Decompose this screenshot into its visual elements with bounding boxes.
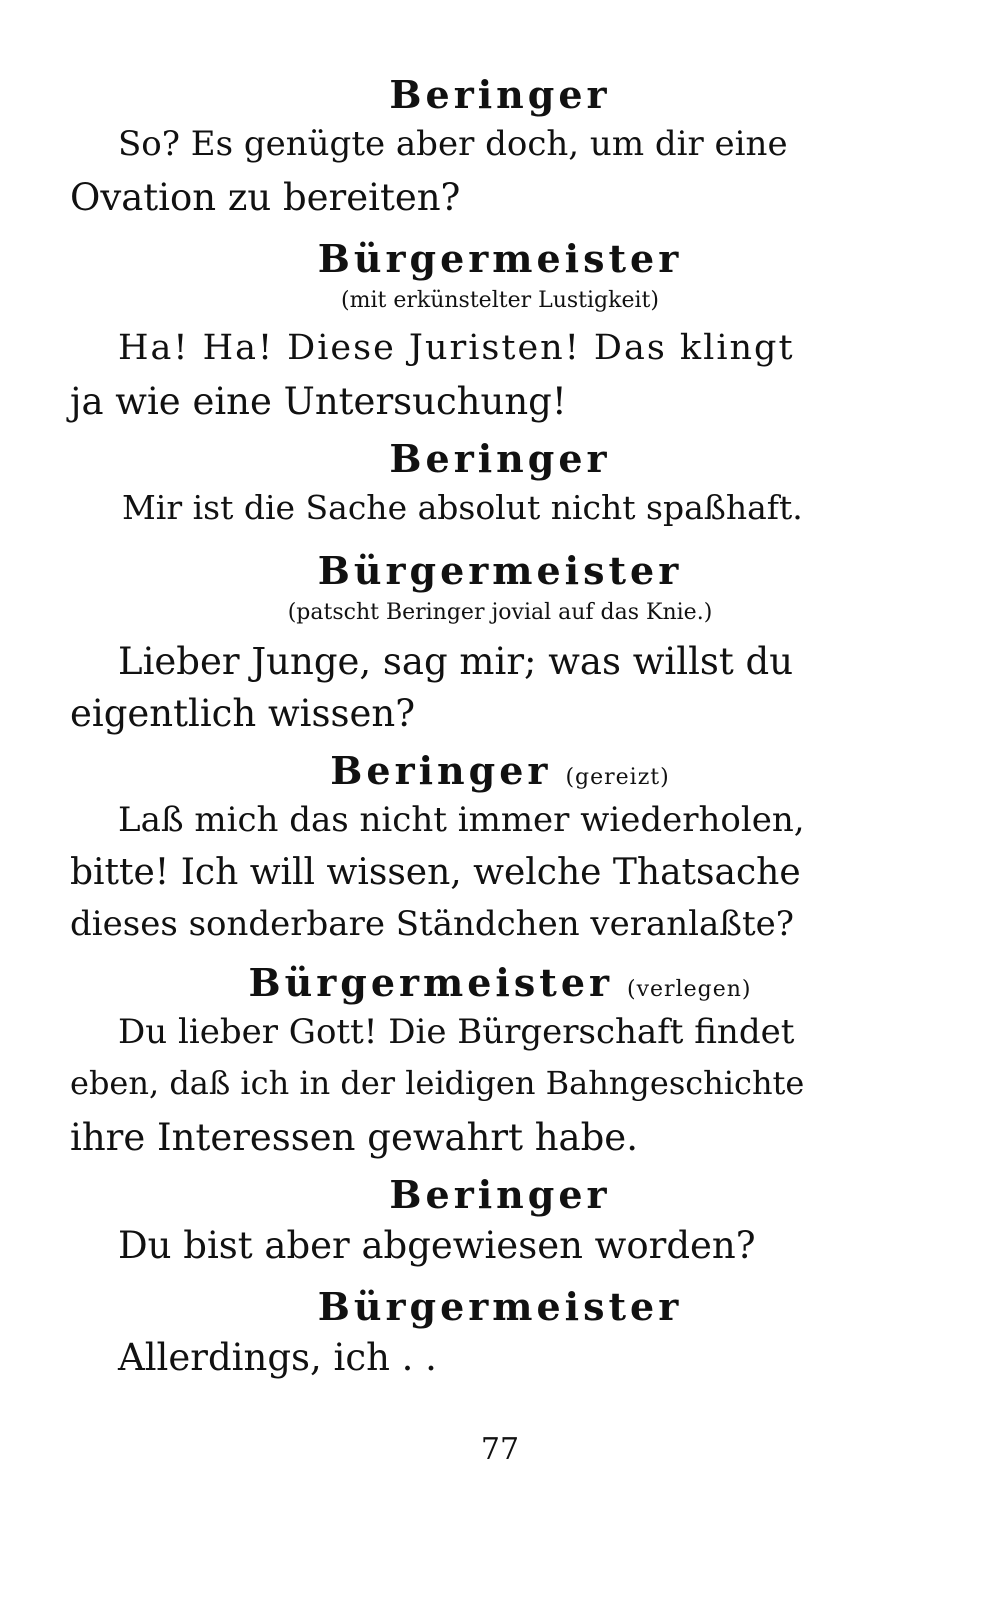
dialogue-line: eigentlich wissen? <box>70 692 416 735</box>
dialogue-line: ihre Interessen gewahrt habe. <box>70 1116 638 1159</box>
dialogue-line: ja wie eine Untersuchung! <box>70 380 567 423</box>
speaker-name: Bürgermeister <box>317 1284 683 1329</box>
page-number: 77 <box>480 1432 520 1467</box>
speaker-name: Beringer <box>330 748 552 793</box>
dialogue-line: dieses sonderbare Ständchen veranlaßte? <box>70 904 795 944</box>
dialogue-line: Allerdings, ich . . <box>118 1336 437 1379</box>
speaker-name: Bürgermeister <box>317 548 683 593</box>
stage-direction: (verlegen) <box>627 977 752 1002</box>
speaker-heading <box>0 748 1000 793</box>
speaker-name: Bürgermeister <box>248 960 614 1005</box>
dialogue-line: Du lieber Gott! Die Bürgerschaft findet <box>118 1012 795 1052</box>
dialogue-line <box>118 124 802 164</box>
dialogue-line: eben, daß ich in der leidigen Bahngeschichte <box>70 1064 805 1102</box>
speaker-name: Beringer <box>389 72 611 117</box>
dialogue-line: Mir ist die Sache absolut nicht spaßhaft. <box>122 488 803 527</box>
speaker-name: Bürgermeister <box>317 236 683 281</box>
speaker-name: Beringer <box>389 436 611 481</box>
speaker-heading <box>0 960 1000 1005</box>
dialogue-line: bitte! Ich will wissen, welche Thatsache <box>70 852 801 893</box>
dialogue-line: Du bist aber abgewiesen worden? <box>118 1224 756 1267</box>
dialogue-line: Ha! Ha! Diese Juristen! Das klingt <box>118 328 795 368</box>
stage-direction: (mit erkünstelter Lustigkeit) <box>341 288 659 313</box>
stage-direction: (gereizt) <box>565 765 670 790</box>
dialogue-line: Lieber Junge, sag mir; was willst du <box>118 640 794 683</box>
dialogue-line: Laß mich das nicht immer wiederholen, <box>118 800 805 840</box>
dialogue-text: So? Es genügte aber doch, um dir eine <box>118 124 788 164</box>
dialogue-line: Ovation zu bereiten? <box>70 176 461 219</box>
speaker-name: Beringer <box>389 1172 611 1217</box>
stage-direction: (patscht Beringer jovial auf das Knie.) <box>287 600 713 625</box>
